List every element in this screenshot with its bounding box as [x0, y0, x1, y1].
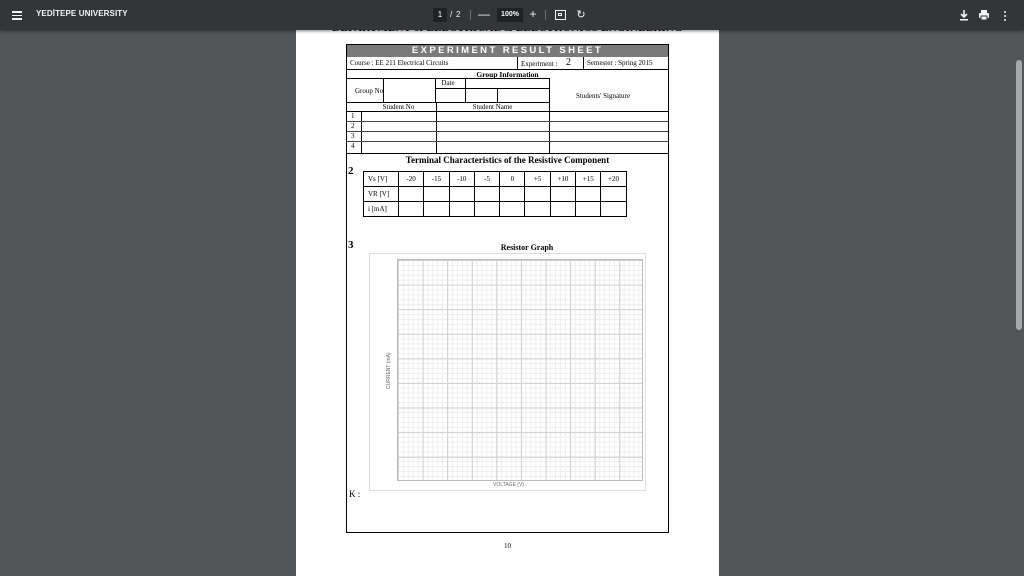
y-axis-label: CURRENT (mA) [386, 352, 392, 389]
vs-value: +5 [525, 172, 550, 187]
empty-cell [525, 202, 550, 217]
more-icon[interactable] [1000, 8, 1010, 22]
empty-cell [576, 187, 601, 202]
cell-divider [361, 111, 362, 153]
result-sheet [346, 44, 669, 533]
vertical-scrollbar[interactable] [1014, 30, 1024, 576]
toolbar-divider [470, 10, 471, 20]
zoom-in-button[interactable]: + [529, 7, 537, 21]
rotate-icon[interactable]: ↻ [576, 9, 586, 21]
toolbar-divider [545, 10, 546, 20]
cell-divider [517, 57, 518, 69]
k-label: K : [349, 489, 361, 499]
fit-page-icon[interactable] [555, 10, 566, 20]
row-header: VR [V] [364, 187, 399, 202]
row-line [347, 131, 668, 132]
empty-cell [500, 187, 525, 202]
empty-cell [474, 202, 499, 217]
semester-label: Semester : Spring 2015 [587, 59, 653, 67]
cell-divider [497, 88, 498, 102]
current-page-input[interactable]: 1 [433, 8, 447, 22]
vs-value: +20 [601, 172, 626, 187]
experiment-label: Experiment : [521, 60, 558, 68]
row-line [347, 141, 668, 142]
empty-cell [525, 187, 550, 202]
row-number: 1 [351, 112, 355, 120]
student-no-header: Student No [382, 103, 415, 111]
row-number: 3 [351, 132, 355, 140]
resistor-graph [369, 253, 646, 491]
row-line [347, 153, 668, 154]
x-axis-label: VOLTAGE (V) [493, 482, 524, 488]
total-pages: 2 [456, 10, 461, 19]
vs-value: -15 [424, 172, 449, 187]
row-header: Vs [V] [364, 172, 399, 187]
empty-cell [399, 187, 424, 202]
sheet-title: EXPERIMENT RESULT SHEET [347, 45, 668, 57]
empty-cell [601, 187, 626, 202]
graph-title: Resistor Graph [500, 243, 554, 252]
empty-cell [601, 202, 626, 217]
empty-cell [449, 202, 474, 217]
row-number: 2 [351, 122, 355, 130]
group-info-label: Group Information [476, 70, 539, 79]
row-line [347, 121, 668, 122]
signature-label: Students' Signature [576, 92, 630, 100]
row-line [347, 111, 668, 112]
section-number: 3 [348, 239, 354, 251]
cell-divider [436, 102, 437, 153]
empty-cell [399, 202, 424, 217]
row-line [435, 88, 549, 89]
vs-value: +10 [550, 172, 575, 187]
empty-cell [424, 187, 449, 202]
page-number: 10 [504, 542, 511, 550]
graph-grid [397, 259, 643, 481]
zoom-level-input[interactable]: 100% [497, 8, 523, 22]
student-name-header: Student Name [472, 103, 513, 111]
terminal-title: Terminal Characteristics of the Resistive Component [405, 155, 610, 165]
course-label: Course : EE 211 Electrical Circuits [350, 59, 449, 67]
measurement-table [363, 171, 627, 217]
cell-divider [435, 78, 436, 102]
print-icon[interactable] [977, 8, 991, 22]
vs-value: -10 [449, 172, 474, 187]
empty-cell [474, 187, 499, 202]
vs-value: -20 [399, 172, 424, 187]
menu-icon[interactable] [10, 7, 26, 23]
empty-cell [500, 202, 525, 217]
cell-divider [465, 78, 466, 102]
section-number: 2 [348, 165, 354, 177]
download-icon[interactable] [957, 8, 971, 22]
empty-cell [576, 202, 601, 217]
row-number: 4 [351, 142, 355, 150]
empty-cell [550, 187, 575, 202]
page-separator: / [450, 10, 453, 19]
zoom-out-button[interactable]: — [478, 7, 490, 21]
scrollbar-thumb[interactable] [1016, 60, 1022, 330]
vs-value: 0 [500, 172, 525, 187]
date-label: Date [441, 79, 455, 87]
group-no-label: Group No [355, 87, 384, 95]
document-title: YEDİTEPE UNIVERSITY [36, 9, 128, 18]
vs-value: +15 [576, 172, 601, 187]
empty-cell [449, 187, 474, 202]
row-header: i [mA] [364, 202, 399, 217]
empty-cell [424, 202, 449, 217]
experiment-number: 2 [566, 57, 571, 68]
vs-value: -5 [474, 172, 499, 187]
cell-divider [583, 57, 584, 69]
empty-cell [550, 202, 575, 217]
pdf-page [296, 30, 719, 576]
pdf-toolbar [0, 0, 1024, 30]
